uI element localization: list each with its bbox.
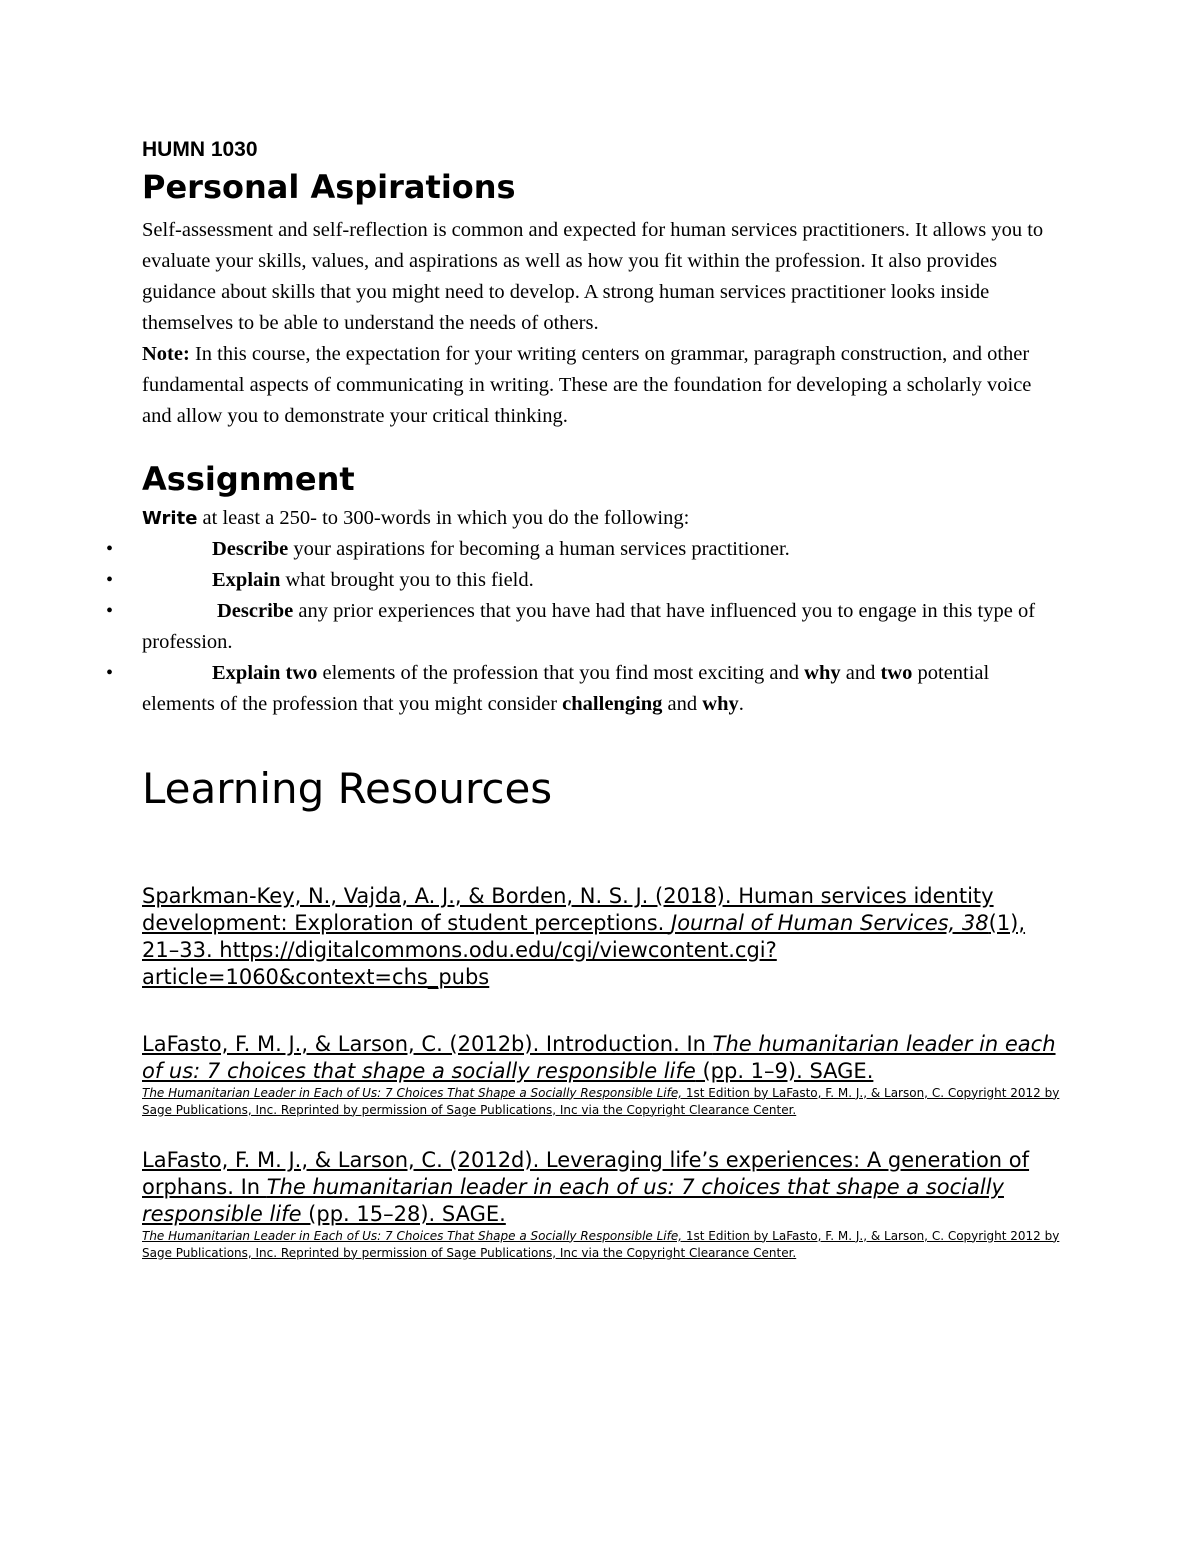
task-text: . [738,693,744,716]
reference-link[interactable] [142,883,1062,991]
bullet-icon: • [106,538,114,561]
task-text: and [662,693,703,716]
intro-paragraph [142,215,1062,432]
reference-journal: Journal of Human Services, 38 [671,910,989,935]
reference-text: (1), 21–33. https://digitalcommons.odu.edu/cgi/viewcontent.cgi?article=1060&context=chs_pubs [142,910,1026,989]
task-emphasis: why [804,662,841,685]
assignment-lead [142,503,1062,534]
assignment-lead-text: at least a 250- to 300-words in which you do the following: [197,507,690,530]
bullet-icon: • [106,662,114,685]
task-item [106,596,1062,658]
task-item [106,658,1062,720]
task-text: elements of the profession that you find most exciting and [317,662,805,685]
reference-text: Sparkman-Key, N., Vajda, A. J., & Borden, N. S. J. (2018). Human services identity development: Exploration of student perceptions. [142,883,994,935]
task-list [106,534,1062,720]
permission-note [142,1228,1062,1262]
reference-lafasto-2012b[interactable] [142,1031,1062,1119]
reference-link[interactable] [142,1147,1062,1228]
bullet-icon: • [106,569,114,592]
task-item [106,534,1062,565]
permission-title: The Humanitarian Leader in Each of Us: 7 Choices That Shape a Socially Responsible Life, [142,1228,683,1243]
reference-book: The humanitarian leader in each of us: 7 choices that shape a socially responsible life [142,1031,1056,1083]
reference-text: (pp. 15–28). SAGE. [301,1201,506,1226]
task-emphasis: two [880,662,913,685]
task-item [106,565,1062,596]
task-emphasis: challenging [562,693,663,716]
note-label: Note: [142,343,190,366]
bullet-icon: • [106,600,114,623]
assignment-heading: Assignment [142,460,355,499]
reference-text: (pp. 1–9). SAGE. [695,1058,874,1083]
reference-text: LaFasto, F. M. J., & Larson, C. (2012b). Introduction. In [142,1031,713,1056]
permission-note [142,1085,1062,1119]
page-title: Personal Aspirations [142,168,516,206]
task-verb: Describe [212,538,289,561]
task-verb: Describe [217,600,294,623]
course-code: HUMN 1030 [142,138,258,161]
reference-link[interactable] [142,1031,1062,1085]
task-emphasis: why [702,693,739,716]
resources-heading: Learning Resources [142,764,553,814]
reference-sparkman-key[interactable] [142,883,1062,991]
task-verb: Explain two [212,662,318,685]
permission-text: 1st Edition by LaFasto, F. M. J., & Larson, C. Copyright 2012 by Sage Publications, Inc. Reprinted by permission of Sage Publications, Inc via the Copyright Clearance Center. [142,1228,1060,1260]
intro-text: Self-assessment and self-reflection is common and expected for human services practitioners. It allows you to evaluate your skills, values, and aspirations as well as how you fit within the profession. It also provides guidance about skills that you might need to develop. A strong human services practitioner looks inside themselves to be able to understand the needs of others. [142,219,1044,335]
permission-title: The Humanitarian Leader in Each of Us: 7 Choices That Shape a Socially Responsible Life, [142,1085,683,1100]
task-text: any prior experiences that you have had that have influenced you to engage in this type of profession. [142,600,1036,654]
task-text: what brought you to this field. [280,569,534,592]
reference-lafasto-2012d[interactable] [142,1147,1062,1262]
task-text: potential elements of the profession that you might consider [142,662,990,716]
task-verb: Explain [212,569,281,592]
permission-text: 1st Edition by LaFasto, F. M. J., & Larson, C. Copyright 2012 by Sage Publications, Inc. Reprinted by permission of Sage Publications, Inc via the Copyright Clearance Center. [142,1085,1060,1117]
task-text: and [840,662,881,685]
document-page [106,138,1062,1302]
note-text: In this course, the expectation for your writing centers on grammar, paragraph construction, and other fundamental aspects of communicating in writing. These are the foundation for developing a scholarly voice and allow you to demonstrate your critical thinking. [142,343,1032,428]
reference-text: LaFasto, F. M. J., & Larson, C. (2012d). Leveraging life’s experiences: A generation of orphans. In [142,1147,1030,1199]
assignment-lead-bold: Write [142,508,198,530]
task-text: your aspirations for becoming a human services practitioner. [288,538,790,561]
reference-book: The humanitarian leader in each of us: 7 choices that shape a socially responsible life [142,1174,1004,1226]
